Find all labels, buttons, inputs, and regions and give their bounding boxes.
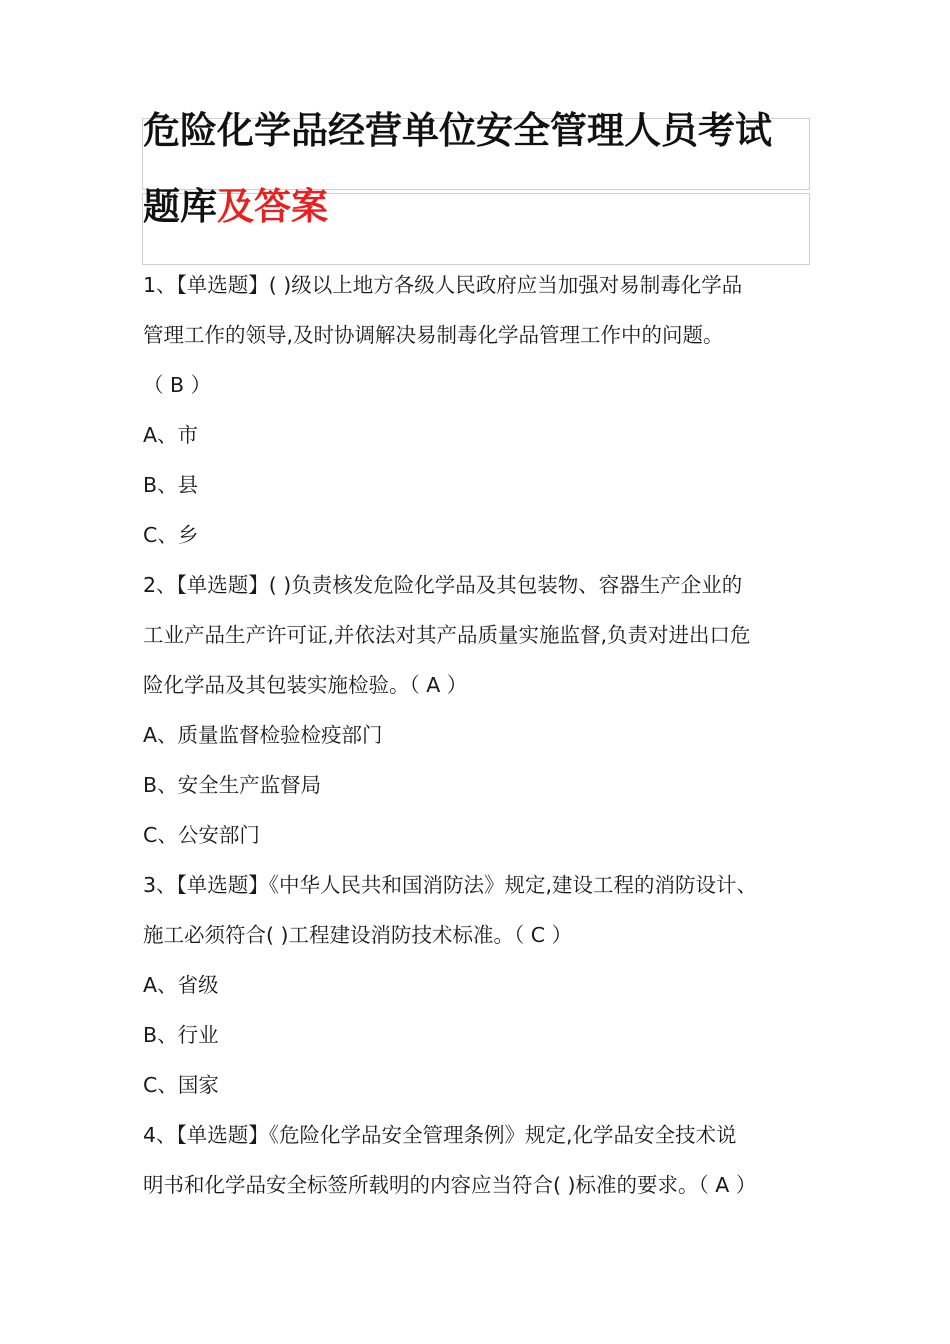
question-2-line-1: 2、【单选题】( )负责核发危险化学品及其包装物、容器生产企业的: [143, 573, 743, 597]
question-3-option-c: C、国家: [143, 1073, 219, 1097]
question-3-option-b: B、行业: [143, 1023, 219, 1047]
question-2-option-a: A、质量监督检验检疫部门: [143, 723, 383, 747]
question-1-option-b: B、县: [143, 473, 199, 497]
question-2-option-b: B、安全生产监督局: [143, 773, 322, 797]
question-3-line-2: 施工必须符合( )工程建设消防技术标准。（ C ）: [143, 923, 573, 947]
question-2-option-c: C、公安部门: [143, 823, 260, 847]
question-3-option-a: A、省级: [143, 973, 219, 997]
question-1-line-2: 管理工作的领导,及时协调解决易制毒化学品管理工作中的问题。: [143, 323, 724, 347]
question-1-option-a: A、市: [143, 423, 199, 447]
document-title-line1: 危险化学品经营单位安全管理人员考试: [143, 109, 772, 152]
title-part-black: 题库: [143, 185, 217, 228]
question-4-line-2: 明书和化学品安全标签所载明的内容应当符合( )标准的要求。（ A ）: [143, 1173, 757, 1197]
question-list: [143, 270, 823, 1220]
question-1-option-c: C、乡: [143, 523, 199, 547]
question-4-line-1: 4、【单选题】《危险化学品安全管理条例》规定,化学品安全技术说: [143, 1123, 737, 1147]
document-title-line2: [143, 185, 328, 228]
question-1-answer: （ B ）: [143, 373, 212, 397]
question-3-line-1: 3、【单选题】《中华人民共和国消防法》规定,建设工程的消防设计、: [143, 873, 758, 897]
title-part-red: 及答案: [217, 185, 328, 228]
question-2-line-3: 险化学品及其包装实施检验。（ A ）: [143, 673, 468, 697]
question-2-line-2: 工业产品生产许可证,并依法对其产品质量实施监督,负责对进出口危: [143, 623, 751, 647]
question-1-line-1: 1、【单选题】( )级以上地方各级人民政府应当加强对易制毒化学品: [143, 273, 743, 297]
